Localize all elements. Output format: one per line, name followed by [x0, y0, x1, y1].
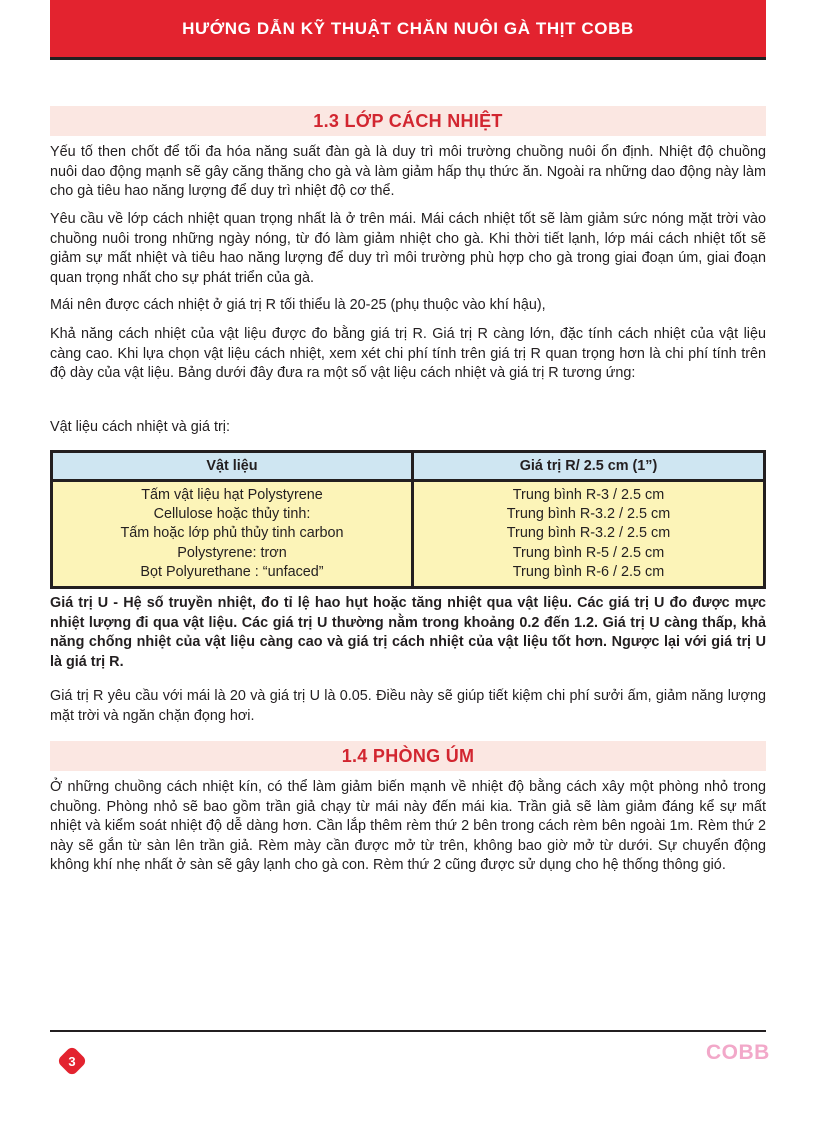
material-name: Tấm vật liệu hạt Polystyrene	[141, 487, 323, 503]
column-header-r-value: Giá trị R/ 2.5 cm (1”)	[413, 452, 765, 481]
r-value: Trung bình R-6 / 2.5 cm	[512, 563, 665, 580]
page-number: 3	[68, 1053, 76, 1069]
paragraph: Vật liệu cách nhiệt và giá trị:	[50, 419, 230, 435]
paragraph: Giá trị R yêu cầu với mái là 20 và giá trị U là 0.05. Điều này sẽ giúp tiết kiệm chi phí sưởi ấm, giảm năng lượng mặt trời và ngăn chặn đọng hơi.	[50, 688, 766, 724]
paragraph: Ở những chuồng cách nhiệt kín, có thể làm giảm biến mạnh về nhiệt độ bằng cách xây một phòng nhỏ trong chuồng. Phòng nhỏ sẽ bao gồm trần giả chạy từ mái này đến mái kia. Trần giả sẽ làm giảm đáng kể sự mất nhiệt và kiểm soát nhiệt độ dễ dàng hơn. Cần lắp thêm rèm thứ 2 bên trong cách rèm bên ngoài 1m. Rèm thứ 2 này sẽ gắn từ sàn lên trần giả. Rèm mày cần được mở từ trên, không bao giờ mở từ dưới. Sự chuyển động không khí nhẹ nhất ở sàn sẽ gây lạnh cho gà con. Rèm thứ 2 cũng được sử dụng cho hệ thống thông gió.	[50, 779, 766, 873]
paragraph: Yếu tố then chốt để tối đa hóa năng suất đàn gà là duy trì môi trường chuồng nuôi ổn định. Nhiệt độ chuồng nuôi dao động mạnh sẽ gây căng thăng cho gà và làm giảm hấp thụ thức ăn. Ngoài ra những dao động này làm cho gà tiêu hao năng lượng để duy trì nhiệt độ cơ thể.	[50, 144, 766, 199]
paragraph: Yêu cầu về lớp cách nhiệt quan trọng nhất là ở trên mái. Mái cách nhiệt tốt sẽ làm giảm sức nóng mặt trời vào chuồng nuôi trong những ngày nóng, từ đó làm giảm nhiệt cho gà. Khi thời tiết lạnh, lớp mái cách nhiệt tốt sẽ giảm sự mất nhiệt và tiêu hao năng lượng để duy trì môi trường phù hợp cho gà trong giai đoạn úm, giai đoạn quan trọng nhất cho sự phát triển của gà.	[50, 211, 766, 286]
material-name: Tấm hoặc lớp phủ thủy tinh carbon	[120, 525, 344, 542]
header-title: HƯỚNG DẪN KỸ THUẬT CHĂN NUÔI GÀ THỊT COBB	[182, 18, 634, 38]
column-header-material: Vật liệu	[52, 452, 413, 481]
r-value: Trung bình R-3 / 2.5 cm	[512, 487, 665, 503]
insulation-table	[50, 450, 766, 589]
footer-divider	[50, 1030, 766, 1032]
r-value: Trung bình R-5 / 2.5 cm	[512, 544, 665, 561]
material-name: Cellulose hoặc thủy tinh:	[153, 506, 311, 523]
r-value: Trung bình R-3.2 / 2.5 cm	[506, 525, 671, 542]
r-value: Trung bình R-3.2 / 2.5 cm	[506, 506, 671, 523]
material-name: Polystyrene: trơn	[177, 544, 287, 561]
paragraph: Mái nên được cách nhiệt ở giá trị R tối thiểu là 20-25 (phụ thuộc vào khí hậu),	[50, 297, 546, 313]
material-name: Bọt Polyurethane : “unfaced”	[140, 563, 324, 580]
material-cell	[52, 481, 413, 588]
page-header	[50, 0, 766, 60]
section-title-insulation: 1.3 LỚP CÁCH NHIỆT	[50, 106, 766, 136]
page-number-badge	[56, 1045, 88, 1077]
table-header-row	[52, 452, 765, 481]
paragraph: Khả năng cách nhiệt của vật liệu được đo bằng giá trị R. Giá trị R càng lớn, đặc tính cách nhiệt của vật liệu càng cao. Khi lựa chọn vật liệu cách nhiệt, xem xét chi phí tính trên giá trị R quan trọng hơn là chi phí tính trên độ dày của vật liệu. Bảng dưới đây đưa ra một số vật liệu cách nhiệt và giá trị R tương ứng:	[50, 326, 766, 381]
u-value-paragraph: Giá trị U - Hệ số truyền nhiệt, đo tỉ lệ hao hụt hoặc tăng nhiệt qua vật liệu. Các giá trị U đo được mực nhiệt lượng đi qua vật liệu. Các giá trị U thường nằm trong khoảng 0.2 đến 1.2. Giá trị U càng thấp, khả năng chống nhiệt của vật liệu càng cao và giá trị cách nhiệt của vật liệu tốt hơn. Ngược lại với giá trị U là giá trị R.	[50, 595, 766, 670]
r-value-cell	[413, 481, 765, 588]
cobb-logo: COBB	[706, 1041, 770, 1064]
table-body-row	[52, 481, 765, 588]
section-title-brooding-room: 1.4 PHÒNG ÚM	[50, 741, 766, 771]
